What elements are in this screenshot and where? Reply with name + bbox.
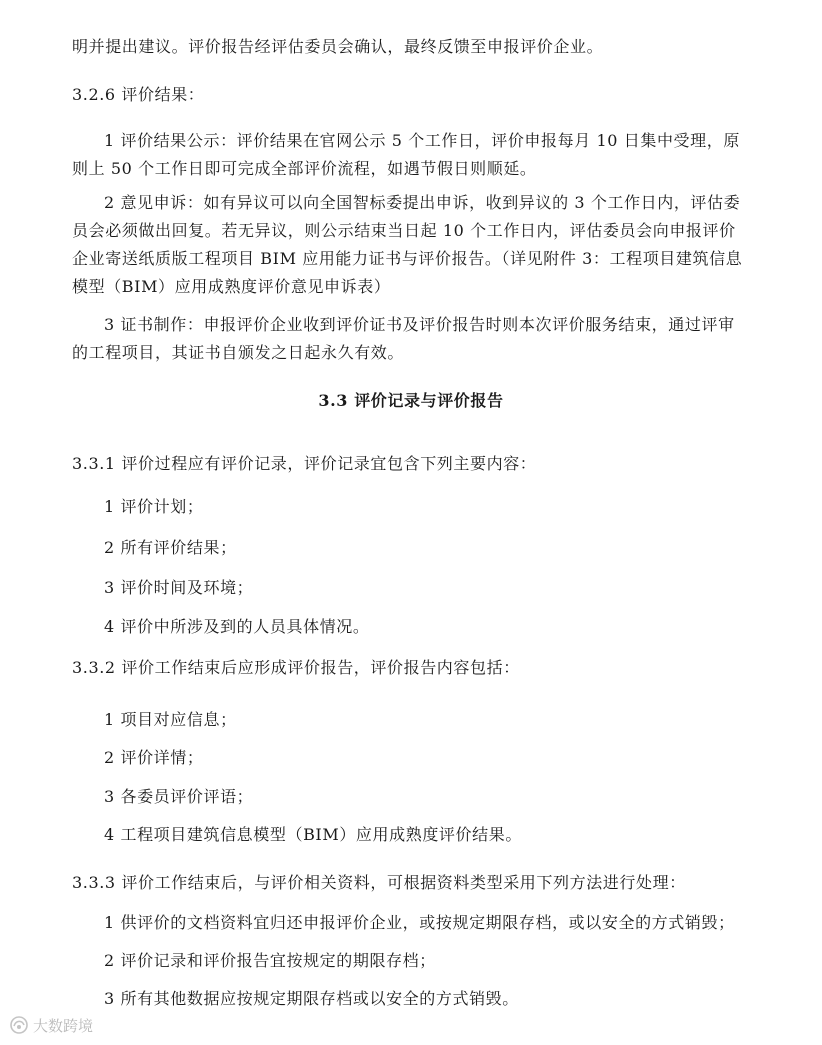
watermark-text: 大数跨境: [33, 1016, 94, 1035]
watermark: [8, 1014, 93, 1036]
paragraph-line: 明并提出建议。评价报告经评估委员会确认，最终反馈至申报评价企业。: [72, 37, 604, 56]
section-title-3-3: 3.3 评价记录与评价报告: [318, 391, 504, 410]
list-item: 3 各委员评价评语；: [104, 787, 254, 806]
paragraph-line: 模型（BIM）应用成熟度评价意见申诉表）: [72, 277, 391, 296]
list-item: 2 评价详情；: [104, 748, 204, 767]
clause-3-3-2: 3.3.2 评价工作结束后应形成评价报告，评价报告内容包括：: [72, 658, 520, 677]
paragraph-line: 2 意见申诉：如有异议可以向全国智标委提出申诉，收到异议的 3 个工作日内，评估委: [104, 193, 741, 212]
paragraph-line: 的工程项目，其证书自颁发之日起永久有效。: [72, 343, 405, 362]
paragraph-line: 则上 50 个工作日即可完成全部评价流程，如遇节假日则顺延。: [72, 159, 537, 178]
watermark-logo-icon: [8, 1014, 30, 1036]
list-item: 1 项目对应信息；: [104, 710, 237, 729]
list-item: 1 评价计划；: [104, 497, 204, 516]
list-item: 1 供评价的文档资料宜归还申报评价企业，或按规定期限存档，或以安全的方式销毁；: [104, 913, 735, 932]
clause-3-3-1: 3.3.1 评价过程应有评价记录，评价记录宜包含下列主要内容：: [72, 454, 537, 473]
section-heading-3-2-6: 3.2.6 评价结果：: [72, 85, 205, 104]
list-item: 4 评价中所涉及到的人员具体情况。: [104, 617, 370, 636]
paragraph-line: 1 评价结果公示：评价结果在官网公示 5 个工作日，评价申报每月 10 日集中受理，原: [104, 131, 740, 150]
paragraph-line: 3 证书制作：申报评价企业收到评价证书及评价报告时则本次评价服务结束，通过评审: [104, 315, 735, 334]
paragraph-line: 员会必须做出回复。若无异议，则公示结束当日起 10 个工作日内，评估委员会向申报评价: [72, 221, 736, 240]
clause-3-3-3: 3.3.3 评价工作结束后，与评价相关资料，可根据资料类型采用下列方法进行处理：: [72, 873, 686, 892]
list-item: 4 工程项目建筑信息模型（BIM）应用成熟度评价结果。: [104, 825, 522, 844]
list-item: 2 评价记录和评价报告宜按规定的期限存档；: [104, 951, 436, 970]
list-item: 2 所有评价结果；: [104, 538, 237, 557]
paragraph-line: 企业寄送纸质版工程项目 BIM 应用能力证书与评价报告。（详见附件 3：工程项目建筑信息: [72, 249, 743, 268]
list-item: 3 所有其他数据应按规定期限存档或以安全的方式销毁。: [104, 989, 519, 1008]
list-item: 3 评价时间及环境；: [104, 578, 254, 597]
